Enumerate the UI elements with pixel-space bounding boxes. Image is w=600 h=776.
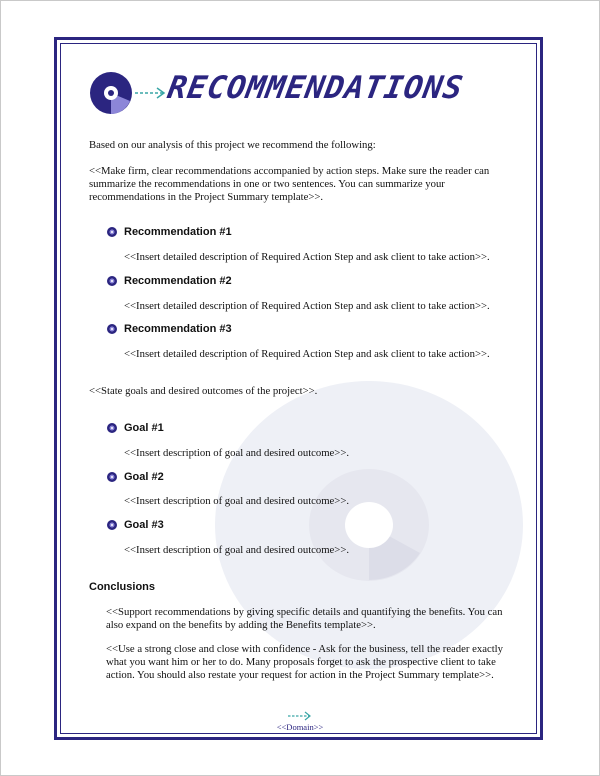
conclusions-line: what you want him or her to do. Many proposals forget to ask the prospective client to take [106, 656, 496, 668]
conclusions-heading: Conclusions [89, 581, 156, 593]
goals-intro-text: <<State goals and desired outcomes of the project>>. [89, 385, 318, 397]
bullet-disc-icon [107, 324, 117, 334]
bullet-disc-icon [107, 423, 117, 433]
footer-arrow-icon [287, 711, 313, 721]
goal-description: <<Insert description of goal and desired outcome>>. [124, 495, 350, 507]
recommendation-description: <<Insert detailed description of Required Action Step and ask client to take action>>. [124, 251, 490, 263]
footer-domain: <<Domain>> [276, 722, 324, 732]
recommendation-description: <<Insert detailed description of Required Action Step and ask client to take action>>. [124, 300, 490, 312]
bullet-disc-icon [107, 472, 117, 482]
conclusions-line: <<Use a strong close and close with confidence - Ask for the business, tell the reader exactly [106, 643, 503, 655]
conclusions-line: also expand on the benefits by adding the Benefits template>>. [106, 619, 376, 631]
recommendation-description: <<Insert detailed description of Required Action Step and ask client to take action>>. [124, 348, 490, 360]
goal-title: Goal #1 [124, 422, 164, 434]
goal-description: <<Insert description of goal and desired outcome>>. [124, 447, 350, 459]
recommendation-title: Recommendation #2 [124, 275, 232, 287]
goal-title: Goal #2 [124, 471, 164, 483]
recommendation-title: Recommendation #1 [124, 226, 232, 238]
goal-description: <<Insert description of goal and desired outcome>>. [124, 544, 350, 556]
conclusions-line: action. You should also restate your request for action in the Project Summary template>>. [106, 669, 494, 681]
intro-instruction-line: summarize the recommendations in one or two sentences. You can summarize your [89, 178, 445, 190]
bullet-disc-icon [107, 227, 117, 237]
intro-instruction-line: recommendations in the Project Summary template>>. [89, 191, 324, 203]
page-title: RECOMMENDATIONS [164, 70, 467, 106]
goal-title: Goal #3 [124, 519, 164, 531]
bullet-disc-icon [107, 520, 117, 530]
conclusions-line: <<Support recommendations by giving specific details and quantifying the benefits. You can [106, 606, 503, 618]
intro-text: Based on our analysis of this project we recommend the following: [89, 139, 376, 151]
intro-instruction-line: <<Make firm, clear recommendations accompanied by action steps. Make sure the reader can [89, 165, 490, 177]
recommendation-title: Recommendation #3 [124, 323, 232, 335]
bullet-disc-icon [107, 276, 117, 286]
